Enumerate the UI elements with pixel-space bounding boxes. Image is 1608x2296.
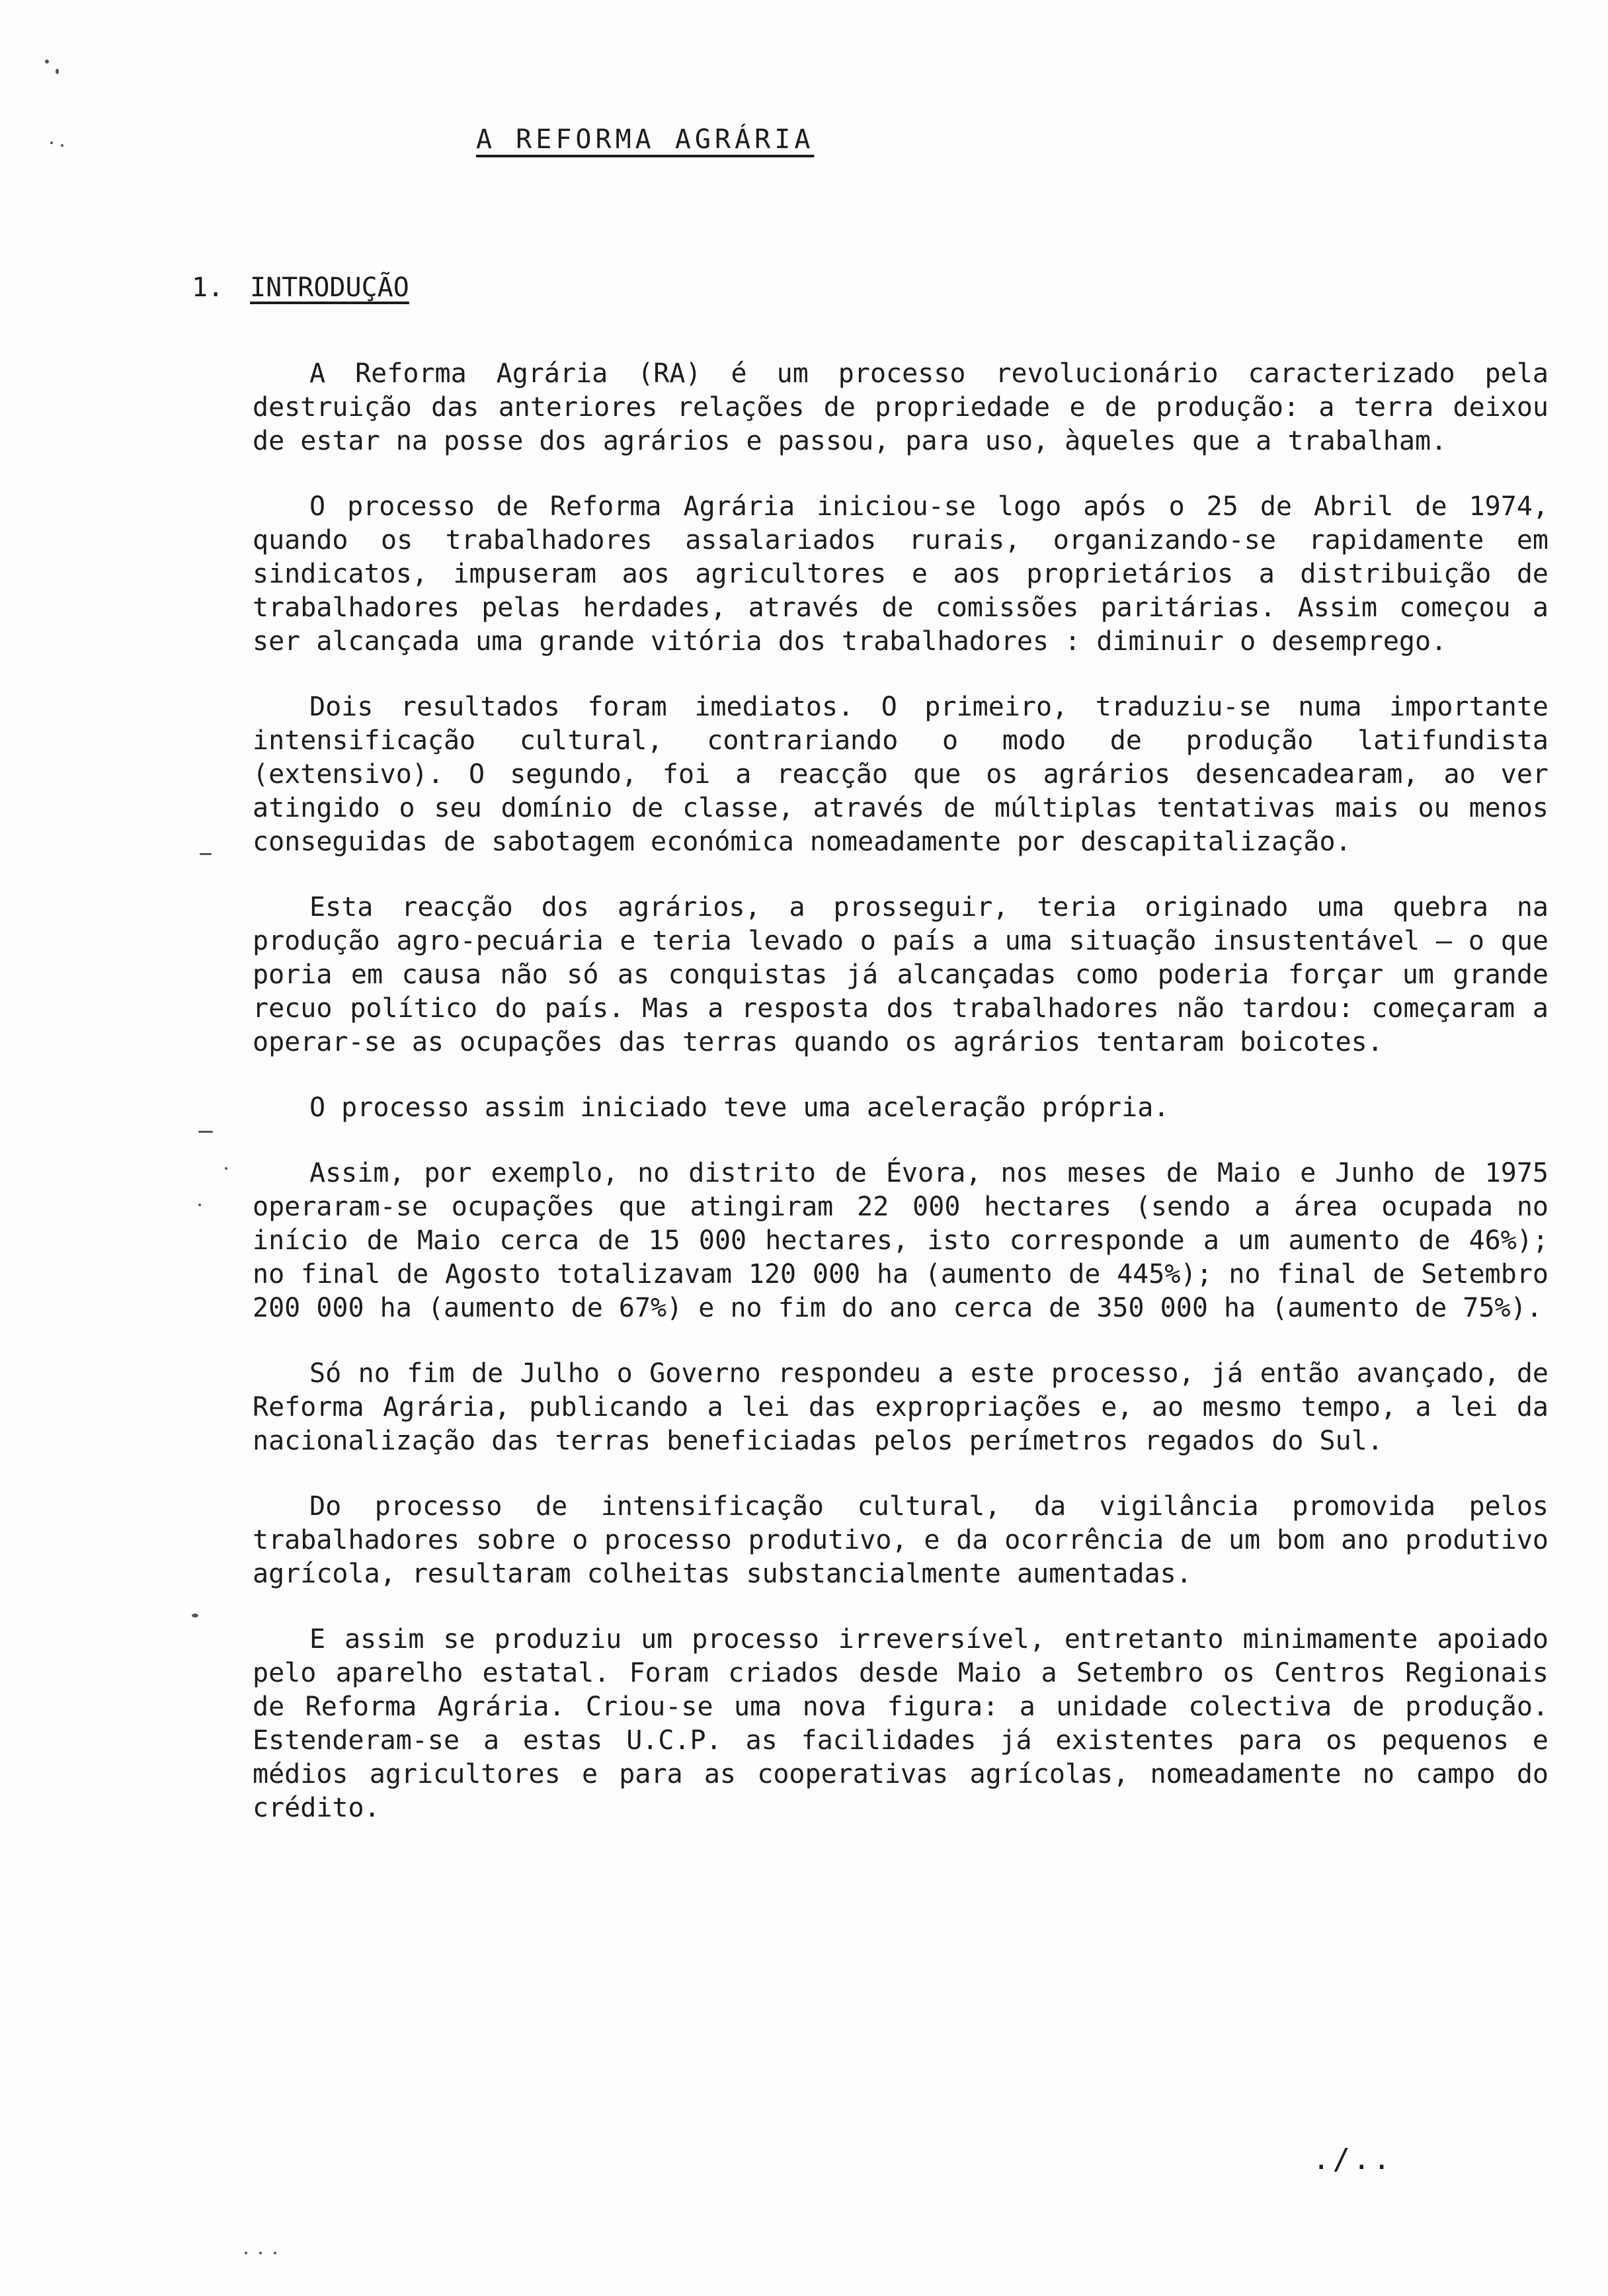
scan-speck <box>274 2252 276 2254</box>
scan-speck <box>225 1167 227 1170</box>
scan-speck <box>61 144 63 147</box>
scan-speck <box>50 142 53 144</box>
scan-speck <box>192 1614 198 1618</box>
section-title: INTRODUÇÃO <box>250 272 409 303</box>
scan-speck <box>245 2252 247 2254</box>
scan-speck <box>45 60 49 63</box>
paragraph: E assim se produziu um processo irreversível, entretanto minimamente apoiado pelo aparelho estatal. Foram criados desde Maio a Setembro os Centros Regionais de Reforma Agrária. Criou-se uma nova figura: a unidade colectiva de produção. Estenderam-se a estas U.C.P. as facilidades já existentes para os pequenos e médios agricultores e para as cooperativas agrícolas, nomeadamente no campo do crédito. <box>253 1624 1548 1823</box>
document-title: A REFORMA AGRÁRIA <box>476 124 815 155</box>
scan-speck <box>200 853 212 855</box>
paragraph: A Reforma Agrária (RA) é um processo revolucionário caracterizado pela destruição das anteriores relações de propriedade e de produção: a terra deixou de estar na posse dos agrários e passou, para uso, àqueles que a trabalham. <box>253 358 1548 456</box>
paragraph: Assim, por exemplo, no distrito de Évora, nos meses de Maio e Junho de 1975 operaram-se ocupações que atingiram 22 000 hectares (sendo a área ocupada no início de Maio cerca de 15 000 hectares, isto corresponde a um aumento de 46%); no final de Agosto totalizavam 120 000 ha (aumento de 445%); no final de Setembro 200 000 ha (aumento de 67%) e no fim do ano cerca de 350 000 ha (aumento de 75%). <box>253 1158 1548 1323</box>
scan-speck <box>198 1131 213 1133</box>
scan-speck <box>198 1204 201 1206</box>
paragraph: Esta reacção dos agrários, a prosseguir, teria originado uma quebra na produção agro-pecuária e teria levado o país a uma situação insustentável — o que poria em causa não só as conquistas já alcançadas como poderia forçar um grande recuo político do país. Mas a resposta dos trabalhadores não tardou: começaram a operar-se as ocupações das terras quando os agrários tentaram boicotes. <box>253 892 1548 1057</box>
scan-speck <box>259 2252 262 2254</box>
section-number: 1. <box>192 272 224 303</box>
body-text <box>253 357 1548 1857</box>
section-heading <box>192 272 409 303</box>
paragraph: O processo de Reforma Agrária iniciou-se logo após o 25 de Abril de 1974, quando os trabalhadores assalariados rurais, organizando-se rapidamente em sindicatos, impuseram aos agricultores e aos proprietários a distribuição de trabalhadores pelas herdades, através de comissões paritárias. Assim começou a ser alcançada uma grande vitória dos trabalhadores : diminuir o desemprego. <box>253 491 1548 657</box>
scan-speck <box>56 69 59 74</box>
paragraph: O processo assim iniciado teve uma aceleração própria. <box>309 1092 1170 1123</box>
paragraph: Dois resultados foram imediatos. O primeiro, traduziu-se numa importante intensificação cultural, contrariando o modo de produção latifundista (extensivo). O segundo, foi a reacção que os agrários desencadearam, ao ver atingido o seu domínio de classe, através de múltiplas tentativas mais ou menos conseguidas de sabotagem económica nomeadamente por descapitalização. <box>253 692 1548 857</box>
continuation-mark: ./.. <box>1312 2143 1393 2176</box>
paragraph: Do processo de intensificação cultural, da vigilância promovida pelos trabalhadores sobre o processo produtivo, e da ocorrência de um bom ano produtivo agrícola, resultaram colheitas substancialmente aumentadas. <box>253 1491 1548 1589</box>
paragraph: Só no fim de Julho o Governo respondeu a este processo, já então avançado, de Reforma Agrária, publicando a lei das expropriações e, ao mesmo tempo, a lei da nacionalização das terras beneficiadas pelos perímetros regados do Sul. <box>253 1358 1548 1456</box>
